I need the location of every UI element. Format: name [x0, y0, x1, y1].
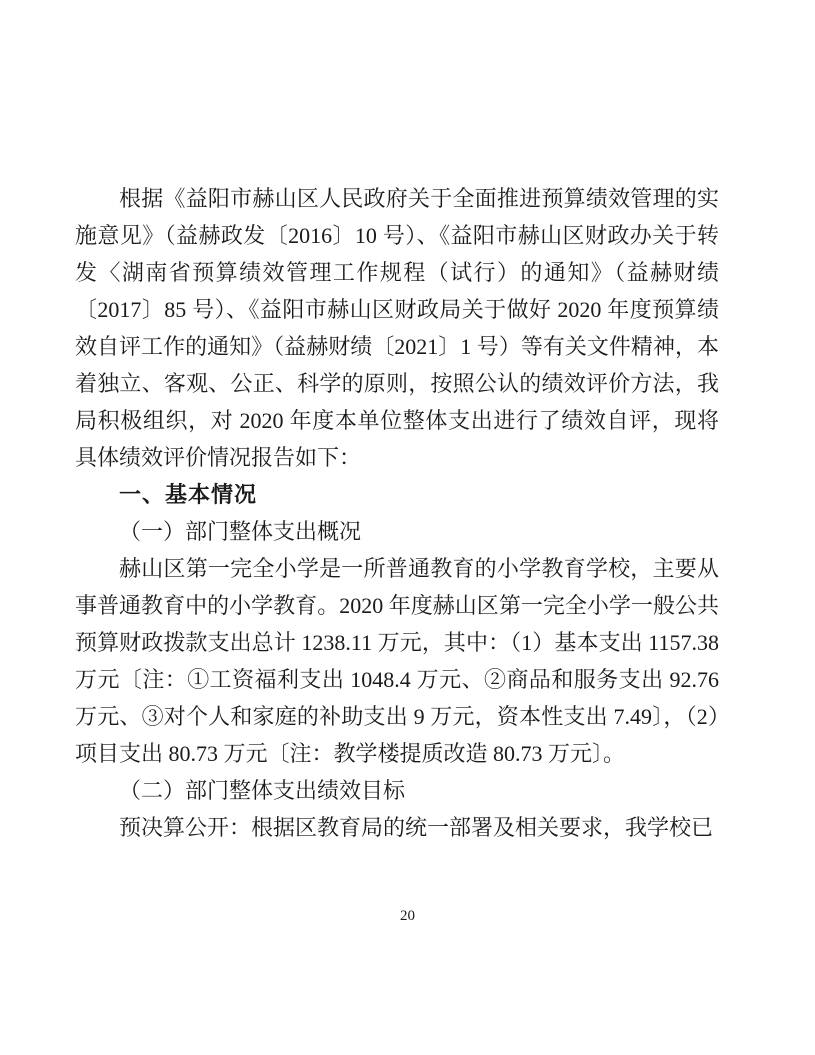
subsection-heading-performance-target: （二）部门整体支出绩效目标 — [119, 778, 406, 803]
section-heading-basic-info: 一、基本情况 — [119, 482, 258, 507]
page-number: 20 — [400, 908, 415, 924]
subsection-heading-expenditure-overview: （一）部门整体支出概况 — [119, 519, 362, 544]
performance-target-paragraph: 预决算公开：根据区教育局的统一部署及相关要求，我学校已 — [119, 815, 714, 840]
expenditure-overview-paragraph: 赫山区第一完全小学是一所普通教育的小学教育学校，主要从事普通教育中的小学教育。2020 年度赫山区第一完全小学一般公共预算财政拨款支出总计 1238.11 万元，其中：（1）基本支出 1157.38 万元〔注：①工资福利支出 1048.4 万元、②商品和服务支出 92.76 万元、③对个人和家庭的补助支出 9 万元，资本性支出 7.49〕，（2）项目支出 80.73 万元〔注：教学楼提质改造 80.73 万元〕。 — [75, 556, 719, 766]
intro-paragraph: 根据《益阳市赫山区人民政府关于全面推进预算绩效管理的实施意见》（益赫政发〔2016〕10 号）、《益阳市赫山区财政办关于转发〈湖南省预算绩效管理工作规程（试行）的通知》（益赫财绩〔2017〕85 号）、《益阳市赫山区财政局关于做好 2020 年度预算绩效自评工作的通知》（益赫财绩〔2021〕1 号）等有关文件精神，本着独立、客观、公正、科学的原则，按照公认的绩效评价方法，我局积极组织，对 2020 年度本单位整体支出进行了绩效自评，现将具体绩效评价情况报告如下： — [75, 186, 719, 470]
document-text-block — [75, 180, 719, 846]
